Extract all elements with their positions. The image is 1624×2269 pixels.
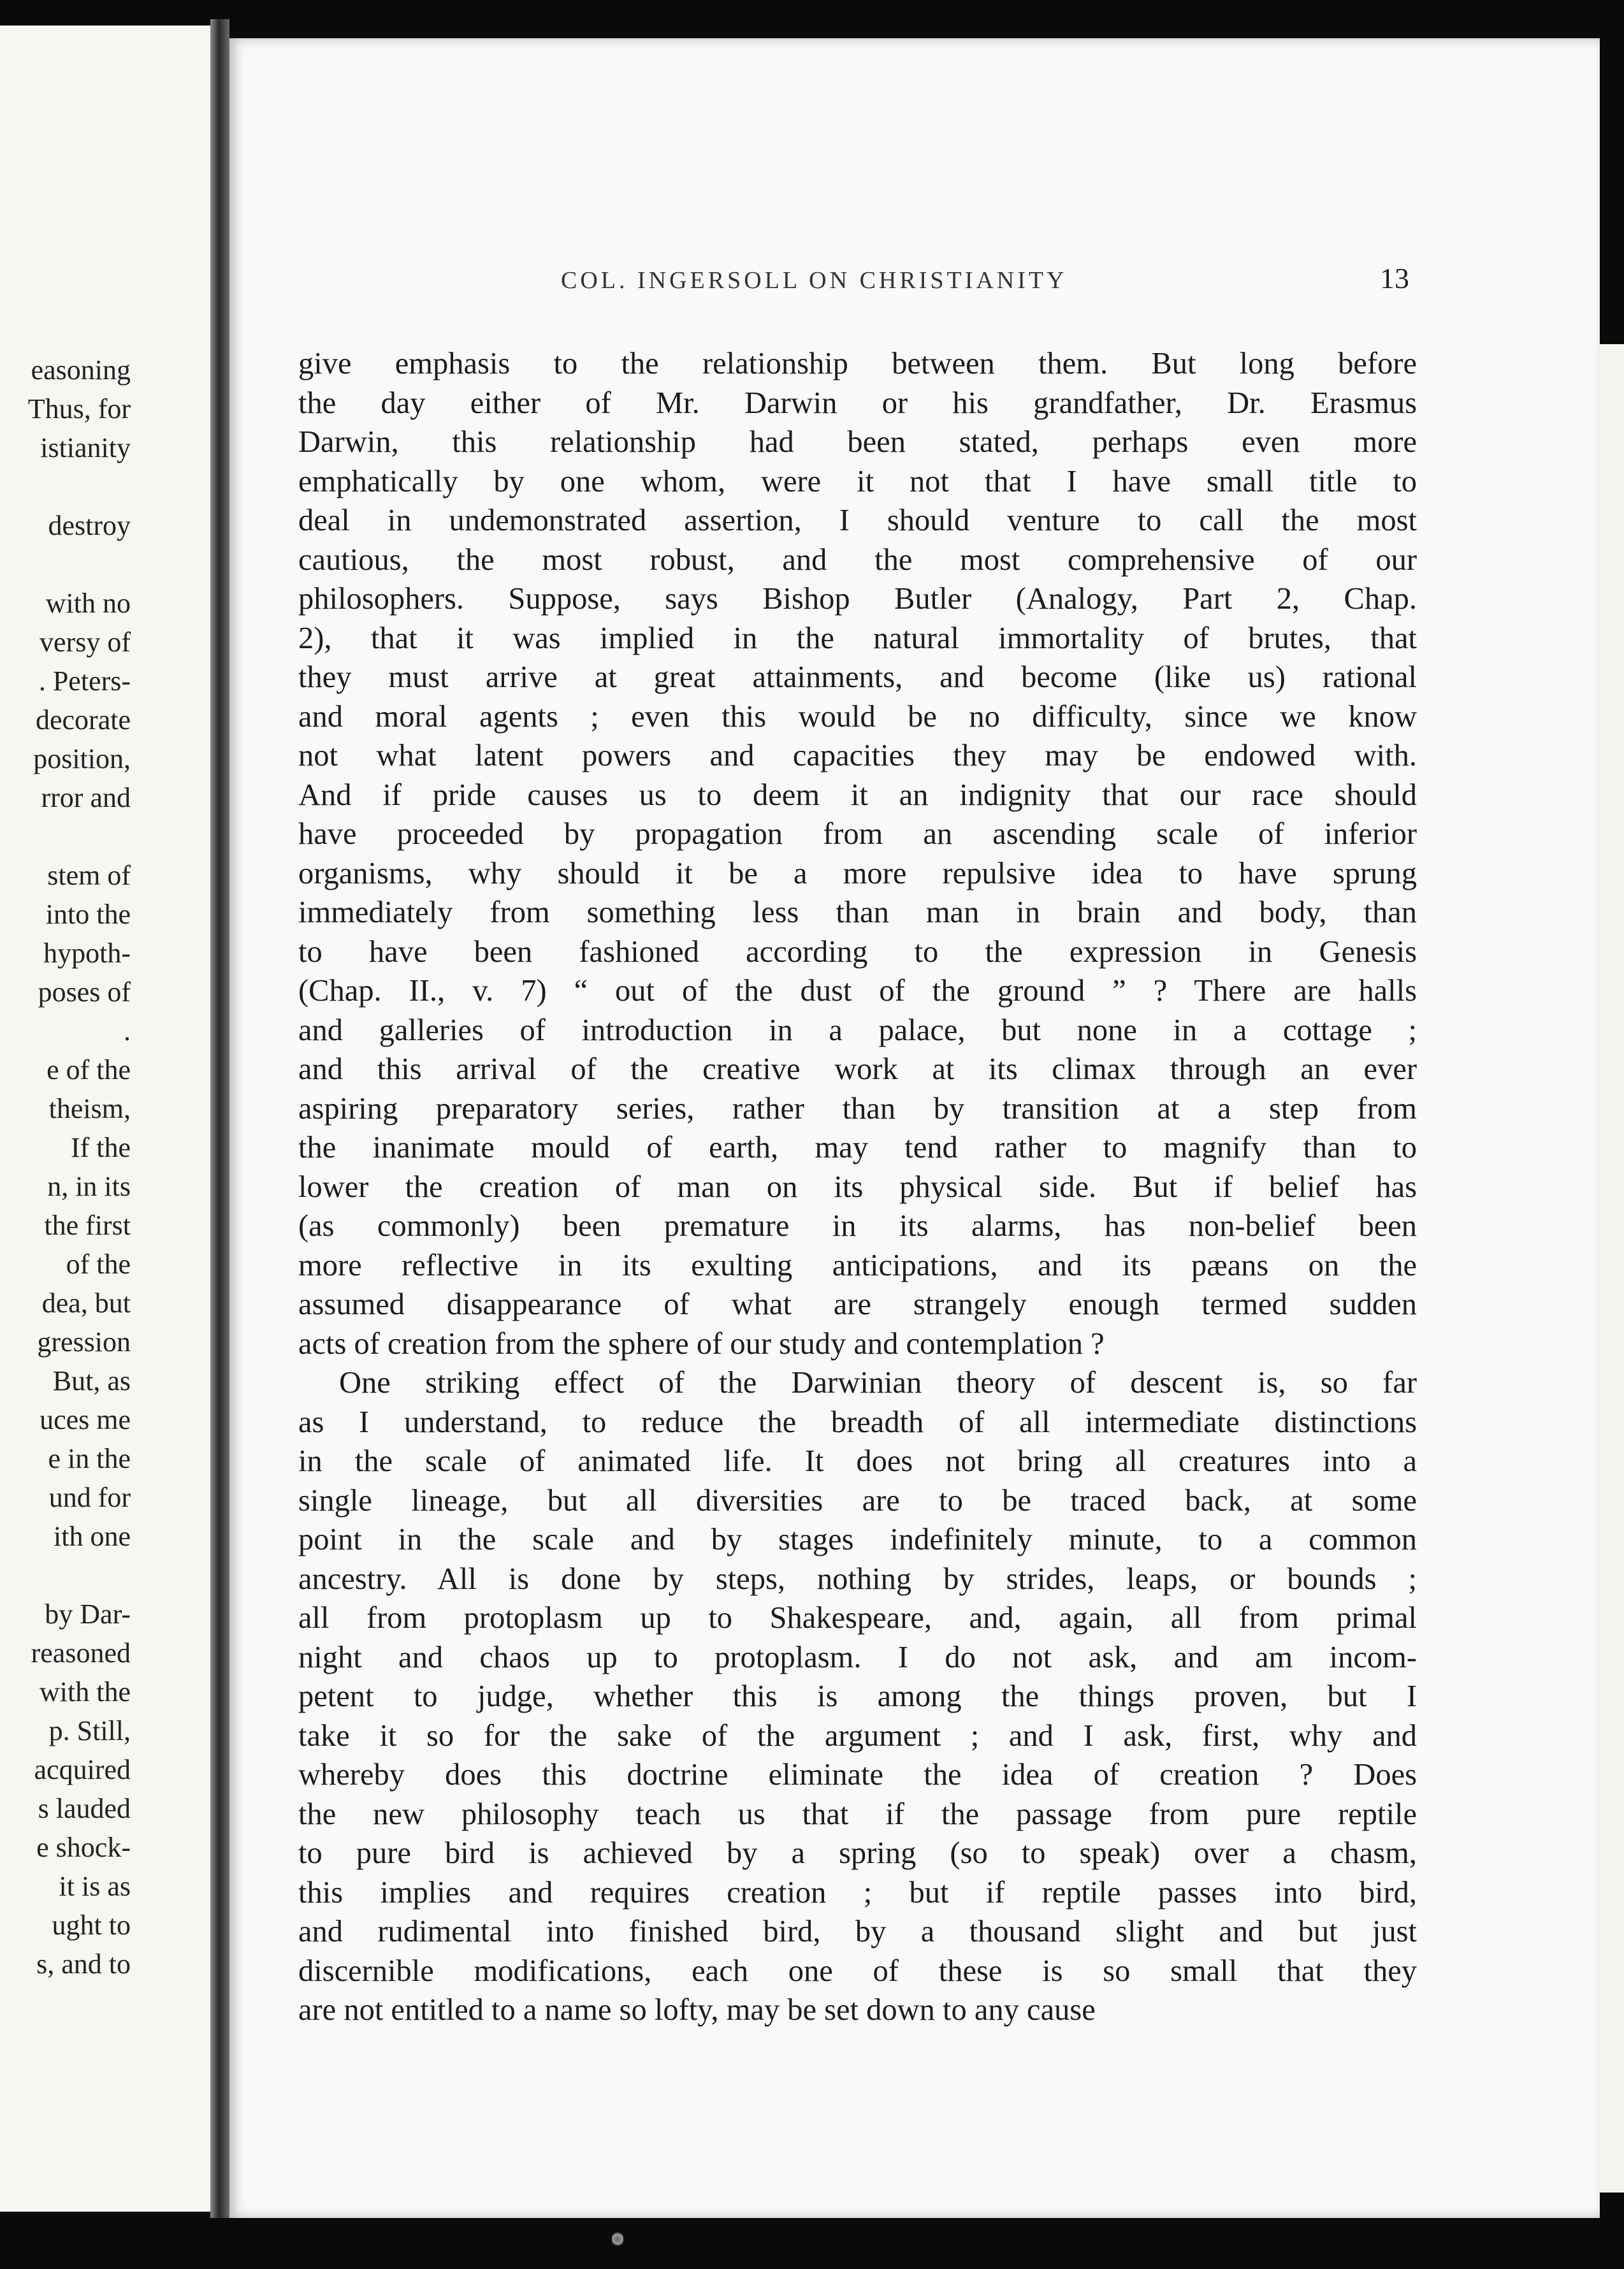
text-line: philosophers. Suppose, says Bishop Butler (Analogy, Part 2, Chap. [298, 582, 1417, 616]
left-page-line: theism, [48, 1093, 131, 1124]
text-line: aspiring preparatory series, rather than by transition at a step from [298, 1091, 1417, 1126]
text-line: and rudimental into finished bird, by a thousand slight and but just [298, 1915, 1417, 1948]
text-line: the day either of Mr. Darwin or his grandfather, Dr. Erasmus [298, 386, 1417, 420]
text-line: in the scale of animated life. It does not bring all creatures into a [298, 1444, 1417, 1478]
text-line: to pure bird is achieved by a spring (so to speak) over a chasm, [298, 1836, 1417, 1870]
text-line: the inanimate mould of earth, may tend rather to magnify than to [298, 1131, 1417, 1164]
text-line: deal in undemonstrated assertion, I should venture to call the most [298, 504, 1417, 537]
text-line: single lineage, but all diversities are to be traced back, at some [298, 1483, 1417, 1518]
left-page-line: gression [37, 1326, 131, 1358]
page-number: 13 [1380, 262, 1409, 294]
text-line: as I understand, to reduce the breadth of all intermediate distinctions [298, 1405, 1417, 1439]
left-page-line: destroy [48, 510, 131, 541]
left-page-line: p. Still, [48, 1715, 131, 1746]
page-body [298, 344, 1417, 2030]
text-line: cautious, the most robust, and the most comprehensive of our [298, 542, 1417, 577]
text-line: have proceeded by propagation from an ascending scale of inferior [298, 817, 1417, 851]
left-page-line [28, 545, 131, 584]
left-page-line: the first [44, 1210, 131, 1241]
page-edge [1600, 344, 1624, 2193]
left-page-line: und for [48, 1482, 131, 1513]
left-page-line: into the [45, 899, 131, 930]
left-page-line: e in the [48, 1443, 131, 1474]
left-page-line: s lauded [38, 1793, 131, 1824]
left-page-line: n, in its [47, 1171, 131, 1202]
left-page-line: . Peters- [38, 665, 131, 697]
text-line: the new philosophy teach us that if the passage from pure reptile [298, 1797, 1417, 1831]
left-page-line: hypoth- [43, 938, 131, 969]
text-line: organisms, why should it be a more repulsive idea to have sprung [298, 856, 1417, 890]
text-line: emphatically by one whom, were it not that I have small title to [298, 464, 1417, 498]
left-page-line: stem of [47, 860, 131, 891]
paragraph-1 [298, 344, 1417, 1363]
left-page-line: position, [33, 743, 131, 774]
text-line: petent to judge, whether this is among the things proven, but I [298, 1679, 1417, 1713]
left-page-line: s, and to [36, 1948, 131, 1980]
left-page-line: decorate [36, 704, 131, 736]
text-line: take it so for the sake of the argument ; and I ask, first, why and [298, 1718, 1417, 1753]
left-page-line: e of the [47, 1054, 131, 1085]
left-page-line: ught to [52, 1910, 131, 1941]
text-line: ancestry. All is done by steps, nothing by strides, leaps, or bounds ; [298, 1562, 1417, 1596]
text-line: Darwin, this relationship had been stated, perhaps even more [298, 425, 1417, 459]
left-page-line [28, 467, 131, 506]
running-head: COL. INGERSOLL ON CHRISTIANITY [561, 267, 1068, 294]
text-line: immediately from something less than man in brain and body, than [298, 895, 1417, 929]
left-page-line: poses of [38, 976, 131, 1008]
text-line: 2), that it was implied in the natural immortality of brutes, that [298, 621, 1417, 655]
text-line: give emphasis to the relationship between them. But long before [298, 347, 1417, 381]
scan-speck [612, 2231, 623, 2247]
text-line: And if pride causes us to deem it an indignity that our race should [298, 778, 1417, 812]
left-page-line: . [124, 1015, 131, 1047]
text-line: assumed disappearance of what are strangely enough termed sudden [298, 1287, 1417, 1321]
left-page-line: by Dar- [45, 1598, 131, 1630]
left-page-line: it is as [59, 1871, 131, 1902]
text-line: all from protoplasm up to Shakespeare, and, again, all from primal [298, 1601, 1417, 1635]
left-page-line: dea, but [41, 1287, 131, 1319]
left-page-line [28, 817, 131, 856]
left-page-line: reasoned [31, 1637, 131, 1669]
left-page-line: easoning [31, 354, 131, 386]
text-line: point in the scale and by stages indefinitely minute, to a common [298, 1523, 1417, 1556]
text-line: are not entitled to a name so lofty, may be set down to any cause [298, 1993, 1096, 2027]
left-page-line: rror and [41, 782, 131, 813]
left-page-line: But, as [52, 1365, 131, 1396]
text-line: One striking effect of the Darwinian theory of descent is, so far [339, 1366, 1417, 1400]
text-line: they must arrive at great attainments, and become (like us) rational [298, 660, 1417, 694]
left-facing-page [0, 25, 210, 2212]
text-line: more reflective in its exulting anticipations, and its pæans on the [298, 1248, 1417, 1282]
left-page-line: with no [45, 588, 131, 619]
left-page-line: Thus, for [27, 393, 131, 424]
left-page-line: with the [40, 1676, 131, 1707]
text-line: (Chap. II., v. 7) “ out of the dust of the ground ” ? There are halls [298, 974, 1417, 1008]
left-page-text [28, 351, 131, 1983]
text-line: and galleries of introduction in a palace, but none in a cottage ; [298, 1013, 1417, 1047]
left-page-line: e shock- [36, 1832, 131, 1863]
text-line: to have been fashioned according to the expression in Genesis [298, 934, 1417, 969]
left-page-line: acquired [34, 1754, 131, 1785]
book-gutter [210, 19, 229, 2218]
text-line: (as commonly) been premature in its alarms, has non-belief been [298, 1209, 1417, 1243]
left-page-line: of the [66, 1249, 131, 1280]
left-page-line: uces me [40, 1404, 131, 1435]
left-page-line: istianity [40, 432, 131, 463]
left-page-line [28, 1556, 131, 1595]
text-line: acts of creation from the sphere of our study and contemplation ? [298, 1326, 1105, 1361]
text-line: discernible modifications, each one of these is so small that they [298, 1954, 1417, 1988]
text-line: whereby does this doctrine eliminate the idea of creation ? Does [298, 1758, 1417, 1792]
left-page-line: If the [70, 1132, 131, 1163]
paragraph-2 [298, 1363, 1417, 2030]
text-line: night and chaos up to protoplasm. I do not ask, and am incom- [298, 1640, 1417, 1674]
text-line: and this arrival of the creative work at its climax through an ever [298, 1052, 1417, 1086]
text-line: lower the creation of man on its physical side. But if belief has [298, 1170, 1417, 1204]
text-line: this implies and requires creation ; but if reptile passes into bird, [298, 1875, 1417, 1910]
text-line: not what latent powers and capacities they may be endowed with. [298, 739, 1417, 772]
left-page-line: ith one [54, 1521, 131, 1552]
text-line: and moral agents ; even this would be no difficulty, since we know [298, 699, 1417, 734]
left-page-line: versy of [40, 627, 131, 658]
